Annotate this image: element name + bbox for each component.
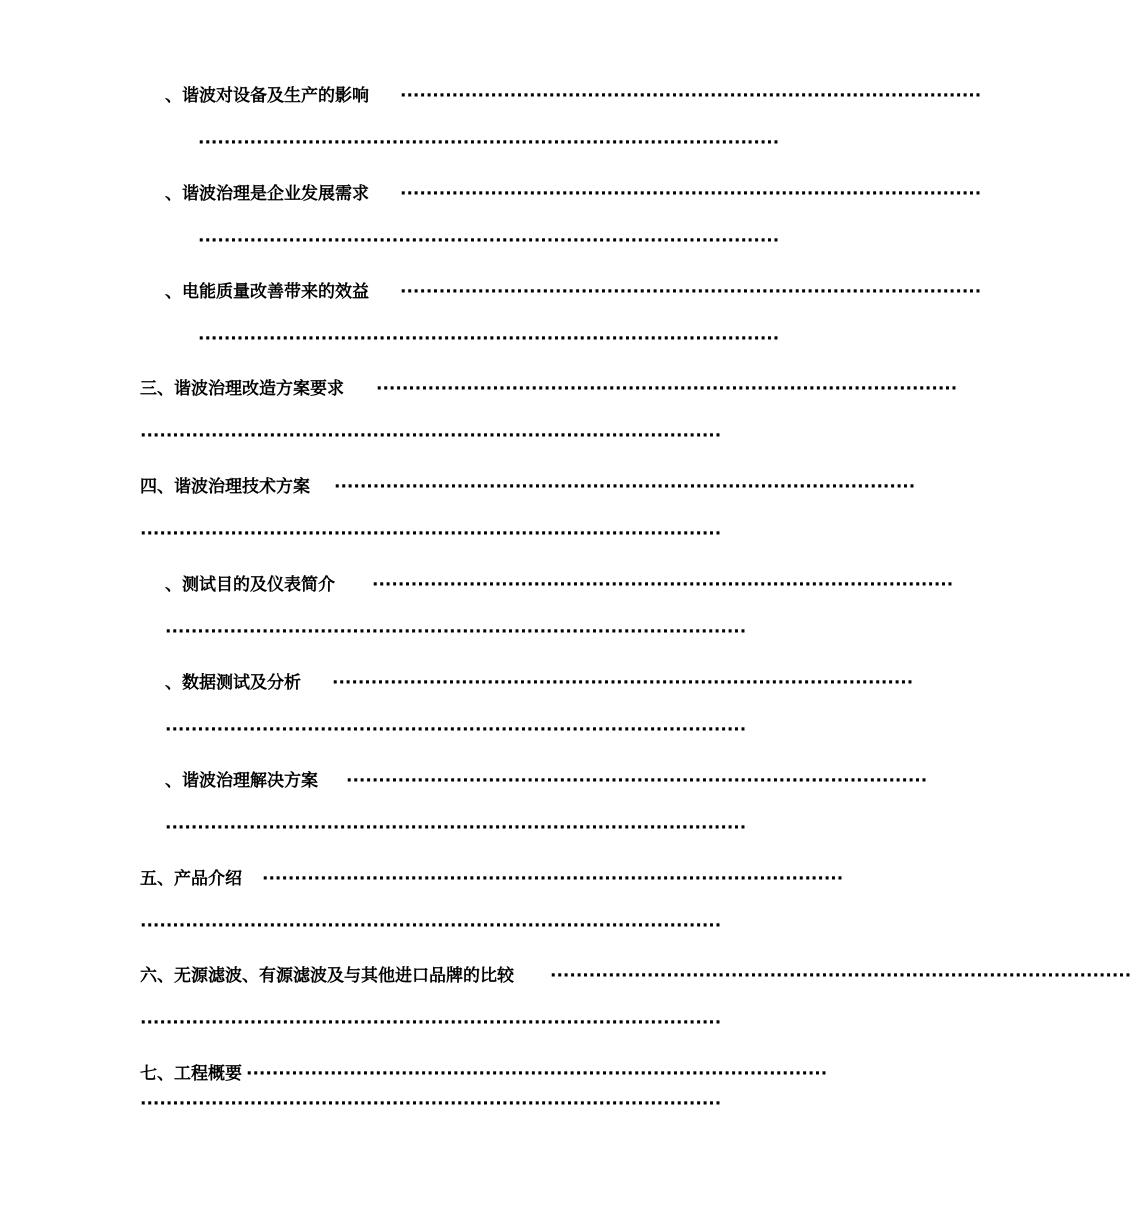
- toc-entry-power-quality-benefit[interactable]: [165, 280, 982, 304]
- toc-entry-section-5[interactable]: [140, 867, 844, 891]
- toc-entry-title: 六、无源滤波、有源滤波及与其他进口品牌的比较: [140, 966, 514, 986]
- toc-leader-dots: ··························································································: [400, 86, 982, 106]
- toc-entry-title: 、数据测试及分析: [165, 673, 301, 693]
- toc-leader-dots-continued: ··························································································: [198, 329, 780, 349]
- toc-entry-title: 、谐波治理是企业发展需求: [165, 184, 369, 204]
- toc-leader-dots: ··························································································: [550, 966, 1131, 986]
- toc-leader-dots: ··························································································: [376, 379, 958, 399]
- toc-leader-dots: ··························································································: [400, 282, 982, 302]
- toc-entry-section-7[interactable]: [140, 1062, 828, 1086]
- toc-entry-title: 七、工程概要: [140, 1064, 242, 1084]
- toc-leader-dots-continued: ··························································································: [140, 426, 722, 446]
- toc-entry-title: 、谐波治理解决方案: [165, 771, 318, 791]
- toc-leader-dots-continued: ··························································································: [140, 1094, 722, 1114]
- toc-leader-dots-continued: ··························································································: [198, 133, 780, 153]
- toc-entry-solution[interactable]: [165, 769, 928, 793]
- toc-leader-dots: ··························································································: [334, 477, 916, 497]
- toc-leader-dots-continued: ··························································································: [165, 818, 747, 838]
- toc-leader-dots-continued: ··························································································: [140, 916, 722, 936]
- toc-entry-title: 、测试目的及仪表简介: [165, 575, 335, 595]
- toc-leader-dots: ··························································································: [332, 673, 914, 693]
- toc-leader-dots-continued: ··························································································: [165, 720, 747, 740]
- toc-leader-dots-continued: ··························································································: [165, 622, 747, 642]
- toc-entry-section-3[interactable]: [140, 377, 958, 401]
- toc-entry-harmonic-governance-need[interactable]: [165, 182, 982, 206]
- toc-entry-section-4[interactable]: [140, 475, 916, 499]
- toc-leader-dots-continued: ··························································································: [140, 1013, 722, 1033]
- toc-entry-data-analysis[interactable]: [165, 671, 914, 695]
- toc-leader-dots: ··························································································: [346, 771, 928, 791]
- toc-entry-harmonic-impact[interactable]: [165, 84, 982, 108]
- toc-entry-title: 三、谐波治理改造方案要求: [140, 379, 344, 399]
- toc-leader-dots-continued: ··························································································: [140, 524, 722, 544]
- toc-entry-section-6[interactable]: [140, 964, 1131, 988]
- toc-leader-dots-continued: ··························································································: [198, 231, 780, 251]
- toc-entry-title: 四、谐波治理技术方案: [140, 477, 310, 497]
- toc-entry-title: 、电能质量改善带来的效益: [165, 282, 369, 302]
- toc-leader-dots: ··························································································: [400, 184, 982, 204]
- toc-leader-dots: ··························································································: [246, 1064, 828, 1084]
- toc-entry-title: 五、产品介绍: [140, 869, 242, 889]
- toc-leader-dots: ··························································································: [372, 575, 954, 595]
- toc-entry-test-purpose[interactable]: [165, 573, 954, 597]
- toc-entry-title: 、谐波对设备及生产的影响: [165, 86, 369, 106]
- toc-leader-dots: ··························································································: [262, 869, 844, 889]
